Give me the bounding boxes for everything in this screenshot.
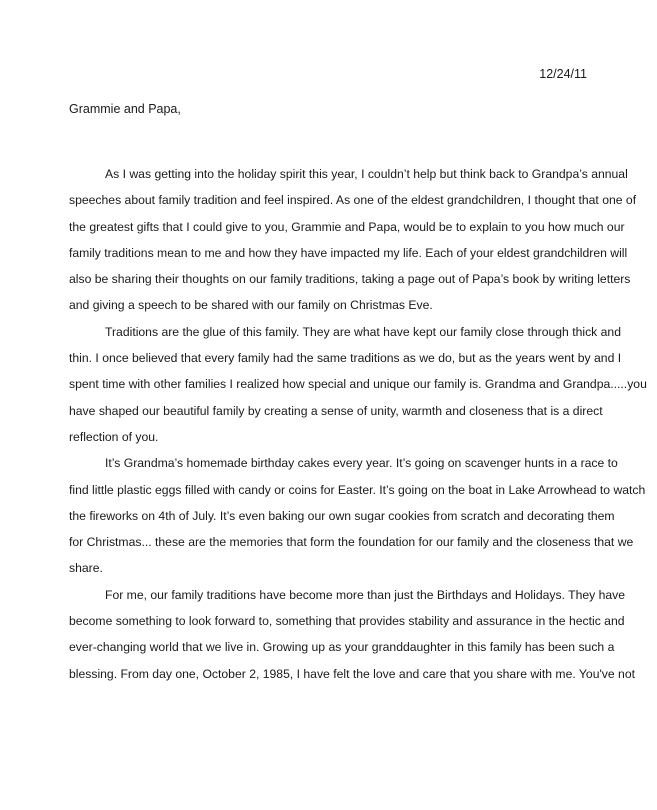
text-line: the greatest gifts that I could give to you, Grammie and Papa, would be to explain to you how much our — [69, 219, 625, 234]
text-line: For me, our family traditions have become more than just the Birthdays and Holidays. They have — [105, 587, 626, 602]
text-line: for Christmas... these are the memories that form the foundation for our family and the closeness that we — [69, 535, 634, 550]
letter-body — [69, 161, 647, 687]
text-line: family traditions mean to me and how they have impacted my life. Each of your eldest grandchildren will — [69, 245, 628, 260]
paragraph-4 — [69, 582, 635, 687]
text-line: and giving a speech to be shared with our family on Christmas Eve. — [69, 298, 433, 313]
salutation: Grammie and Papa, — [69, 102, 181, 116]
text-line: Traditions are the glue of this family. They are what have kept our family close through thick and — [105, 324, 621, 339]
text-line: the fireworks on 4th of July. It’s even baking our own sugar cookies from scratch and decorating them — [69, 508, 615, 523]
text-line: become something to look forward to, something that provides stability and assurance in the hectic and — [69, 614, 625, 629]
text-line: It’s Grandma’s homemade birthday cakes every year. It’s going on scavenger hunts in a race to — [105, 456, 618, 471]
text-line: speeches about family tradition and feel inspired. As one of the eldest grandchildren, I thought that one of — [69, 193, 637, 208]
paragraph-1 — [69, 161, 637, 319]
text-line: share. — [69, 561, 103, 576]
text-line: blessing. From day one, October 2, 1985, I have felt the love and care that you share with me. You've not — [69, 666, 635, 681]
text-line: spent time with other families I realized how special and unique our family is. Grandma and Grandpa.....you — [69, 377, 647, 392]
text-line: also be sharing their thoughts on our family traditions, taking a page out of Papa’s book by writing letters — [69, 272, 631, 287]
text-line: thin. I once believed that every family had the same traditions as we do, but as the years went by and I — [69, 351, 622, 366]
text-line: As I was getting into the holiday spirit this year, I couldn’t help but think back to Grandpa’s annual — [105, 167, 628, 181]
text-line: have shaped our beautiful family by creating a sense of unity, warmth and closeness that is a direct — [69, 403, 603, 418]
text-line: reflection of you. — [69, 429, 159, 444]
text-line: find little plastic eggs filled with candy or coins for Easter. It’s going on the boat in Lake Arrowhead to watch — [69, 482, 646, 497]
paragraph-3 — [69, 450, 646, 581]
paragraph-2 — [69, 319, 647, 450]
text-line: ever-changing world that we live in. Growing up as your granddaughter in this family has been such a — [69, 640, 615, 655]
letter-date: 12/24/11 — [539, 67, 587, 81]
